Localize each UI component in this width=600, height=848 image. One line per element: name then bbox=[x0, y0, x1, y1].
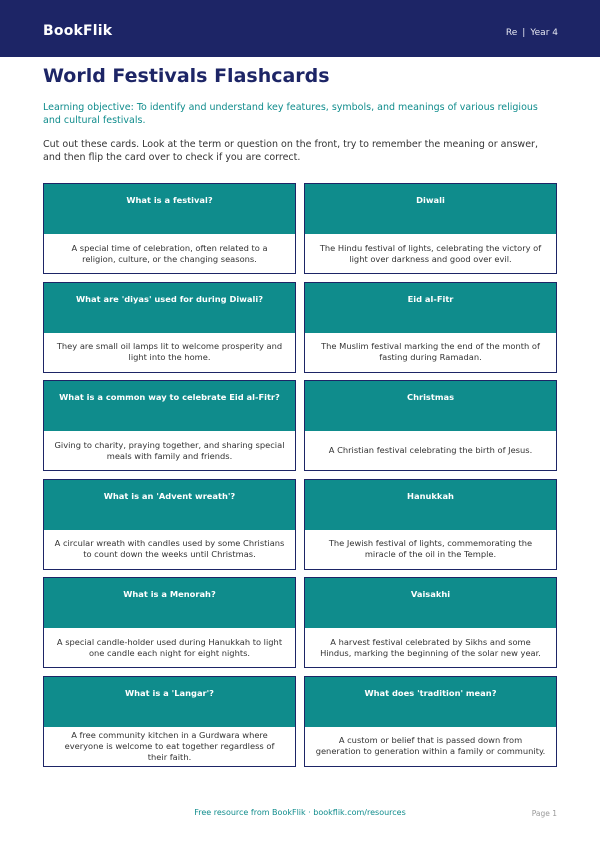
card-back: They are small oil lamps lit to welcome prosperity and light into the home. bbox=[56, 341, 283, 363]
card-front: What is a Menorah? bbox=[44, 578, 295, 628]
flashcard bbox=[43, 676, 296, 767]
page-number: Page 1 bbox=[531, 809, 557, 818]
flashcard bbox=[304, 479, 557, 570]
year-label: Year 4 bbox=[530, 28, 558, 38]
card-front: What is a 'Langar'? bbox=[44, 677, 295, 727]
card-front: What are 'diyas' used for during Diwali? bbox=[44, 283, 295, 333]
card-back: A circular wreath with candles used by some Christians to count down the weeks until Christmas. bbox=[54, 538, 285, 560]
flashcard bbox=[304, 676, 557, 767]
learning-objective: Learning objective: To identify and understand key features, symbols, and meanings of various religious and cultural festivals. bbox=[43, 102, 538, 126]
flashcard bbox=[304, 282, 557, 373]
card-front: Hanukkah bbox=[305, 480, 556, 530]
card-front: Vaisakhi bbox=[305, 578, 556, 628]
card-back: A harvest festival celebrated by Sikhs and some Hindus, marking the beginning of the solar new year. bbox=[320, 636, 541, 658]
flashcard bbox=[43, 479, 296, 570]
flashcard bbox=[304, 577, 557, 668]
flashcard bbox=[304, 380, 557, 471]
card-front: Eid al-Fitr bbox=[305, 283, 556, 333]
card-back: Giving to charity, praying together, and sharing special meals with family and friends. bbox=[54, 439, 285, 461]
card-back: A special candle-holder used during Hanukkah to light one candle each night for eight nights. bbox=[56, 636, 283, 658]
card-back: A free community kitchen in a Gurdwara where everyone is welcome to eat together regardless of their faith. bbox=[64, 729, 275, 762]
page-title: World Festivals Flashcards bbox=[43, 65, 330, 87]
header-bar bbox=[0, 0, 600, 57]
card-front: What does 'tradition' mean? bbox=[305, 677, 556, 727]
flashcard-grid bbox=[43, 183, 557, 767]
brand-logo: BookFlik bbox=[43, 23, 113, 39]
footer-resource-link[interactable]: Free resource from BookFlik · bookflik.com/resources bbox=[194, 808, 406, 817]
card-front: What is a common way to celebrate Eid al-Fitr? bbox=[44, 381, 295, 431]
card-front: What is a festival? bbox=[44, 184, 295, 234]
instructions-text: Cut out these cards. Look at the term or question on the front, try to remember the meaning or answer, and then flip the card over to check if you are correct. bbox=[43, 139, 538, 163]
flashcard bbox=[43, 380, 296, 471]
flashcard bbox=[43, 577, 296, 668]
card-back: The Muslim festival marking the end of the month of fasting during Ramadan. bbox=[321, 341, 540, 363]
flashcard bbox=[43, 282, 296, 373]
card-front: Diwali bbox=[305, 184, 556, 234]
flashcard bbox=[304, 183, 557, 274]
flashcard bbox=[43, 183, 296, 274]
card-back: A special time of celebration, often related to a religion, culture, or the changing seasons. bbox=[71, 242, 268, 264]
header-meta bbox=[506, 28, 558, 38]
meta-separator: | bbox=[522, 28, 526, 38]
card-front: Christmas bbox=[305, 381, 556, 431]
subject-label: Re bbox=[505, 28, 518, 38]
card-back: The Jewish festival of lights, commemorating the miracle of the oil in the Temple. bbox=[328, 538, 533, 560]
card-back: The Hindu festival of lights, celebrating the victory of light over darkness and good over evil. bbox=[319, 242, 542, 264]
card-back: A custom or belief that is passed down from generation to generation within a family or community. bbox=[315, 735, 546, 757]
card-front: What is an 'Advent wreath'? bbox=[44, 480, 295, 530]
card-back: A Christian festival celebrating the birth of Jesus. bbox=[328, 445, 533, 456]
